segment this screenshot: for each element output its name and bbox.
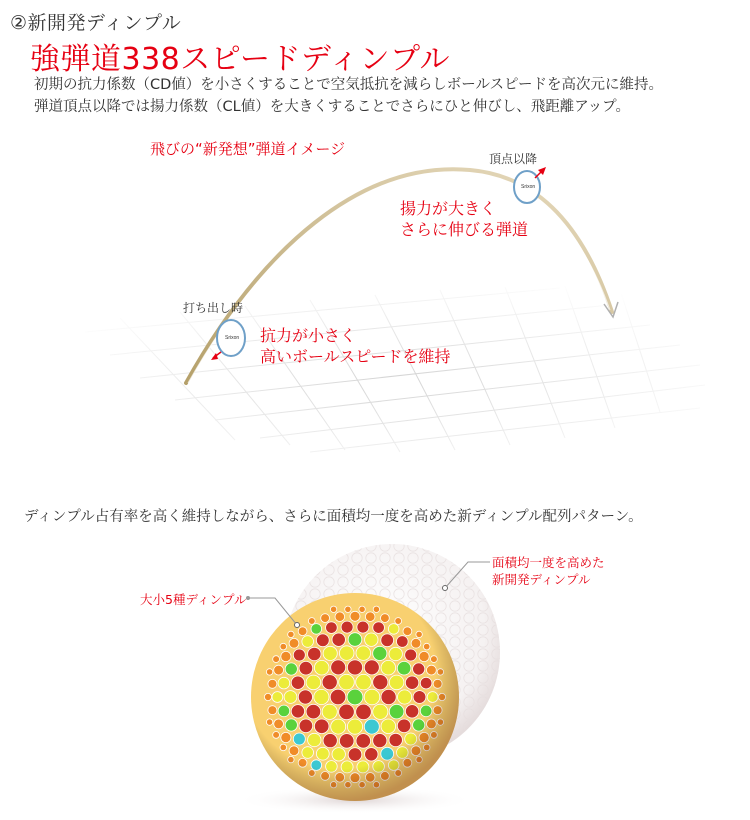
callout-five-dimples: 大小5種ディンプル [140,592,247,607]
svg-text:Srixon: Srixon [521,184,536,190]
callout-dot-left-end [295,623,300,628]
callout-dot-right-end [443,586,448,591]
callout-new-dimples-line-1: 面積均一度を高めた [492,555,605,570]
drag-callout-line-1: 抗力が小さく [260,326,357,345]
headline: 強弾道338スピードディンプル [30,42,450,77]
callout-new-dimples-line-2: 新開発ディンプル [492,572,591,587]
description-line-2: 弾道頂点以降では揚力係数（CL値）を大きくすることでさらにひと伸びし、飛距離アップ。 [34,99,631,115]
launch-label: 打ち出し時 [183,301,244,315]
dimple-caption: ディンプル占有率を高く維持しながら、さらに面積均一度を高めた新ディンプル配列パターン。 [24,509,643,525]
svg-text:Srixon: Srixon [225,335,240,341]
apex-label: 頂点以降 [489,152,538,166]
description-line-1: 初期の抗力係数（CD値）を小さくすることで空気抵抗を減らしボールスピードを高次元に維持。 [34,77,663,93]
dimple-ball [251,593,459,801]
callout-dot-left [246,596,250,600]
callout-new-dimples [492,554,605,588]
drag-callout-line-2: 高いボールスピードを維持 [260,347,451,366]
trajectory-title: 飛びの“新発想”弾道イメージ [150,140,346,158]
lift-callout-line-2: さらに伸びる弾道 [400,220,529,239]
lift-callout-line-1: 揚力が大きく [400,199,497,218]
section-label: ②新開発ディンプル [10,12,182,34]
